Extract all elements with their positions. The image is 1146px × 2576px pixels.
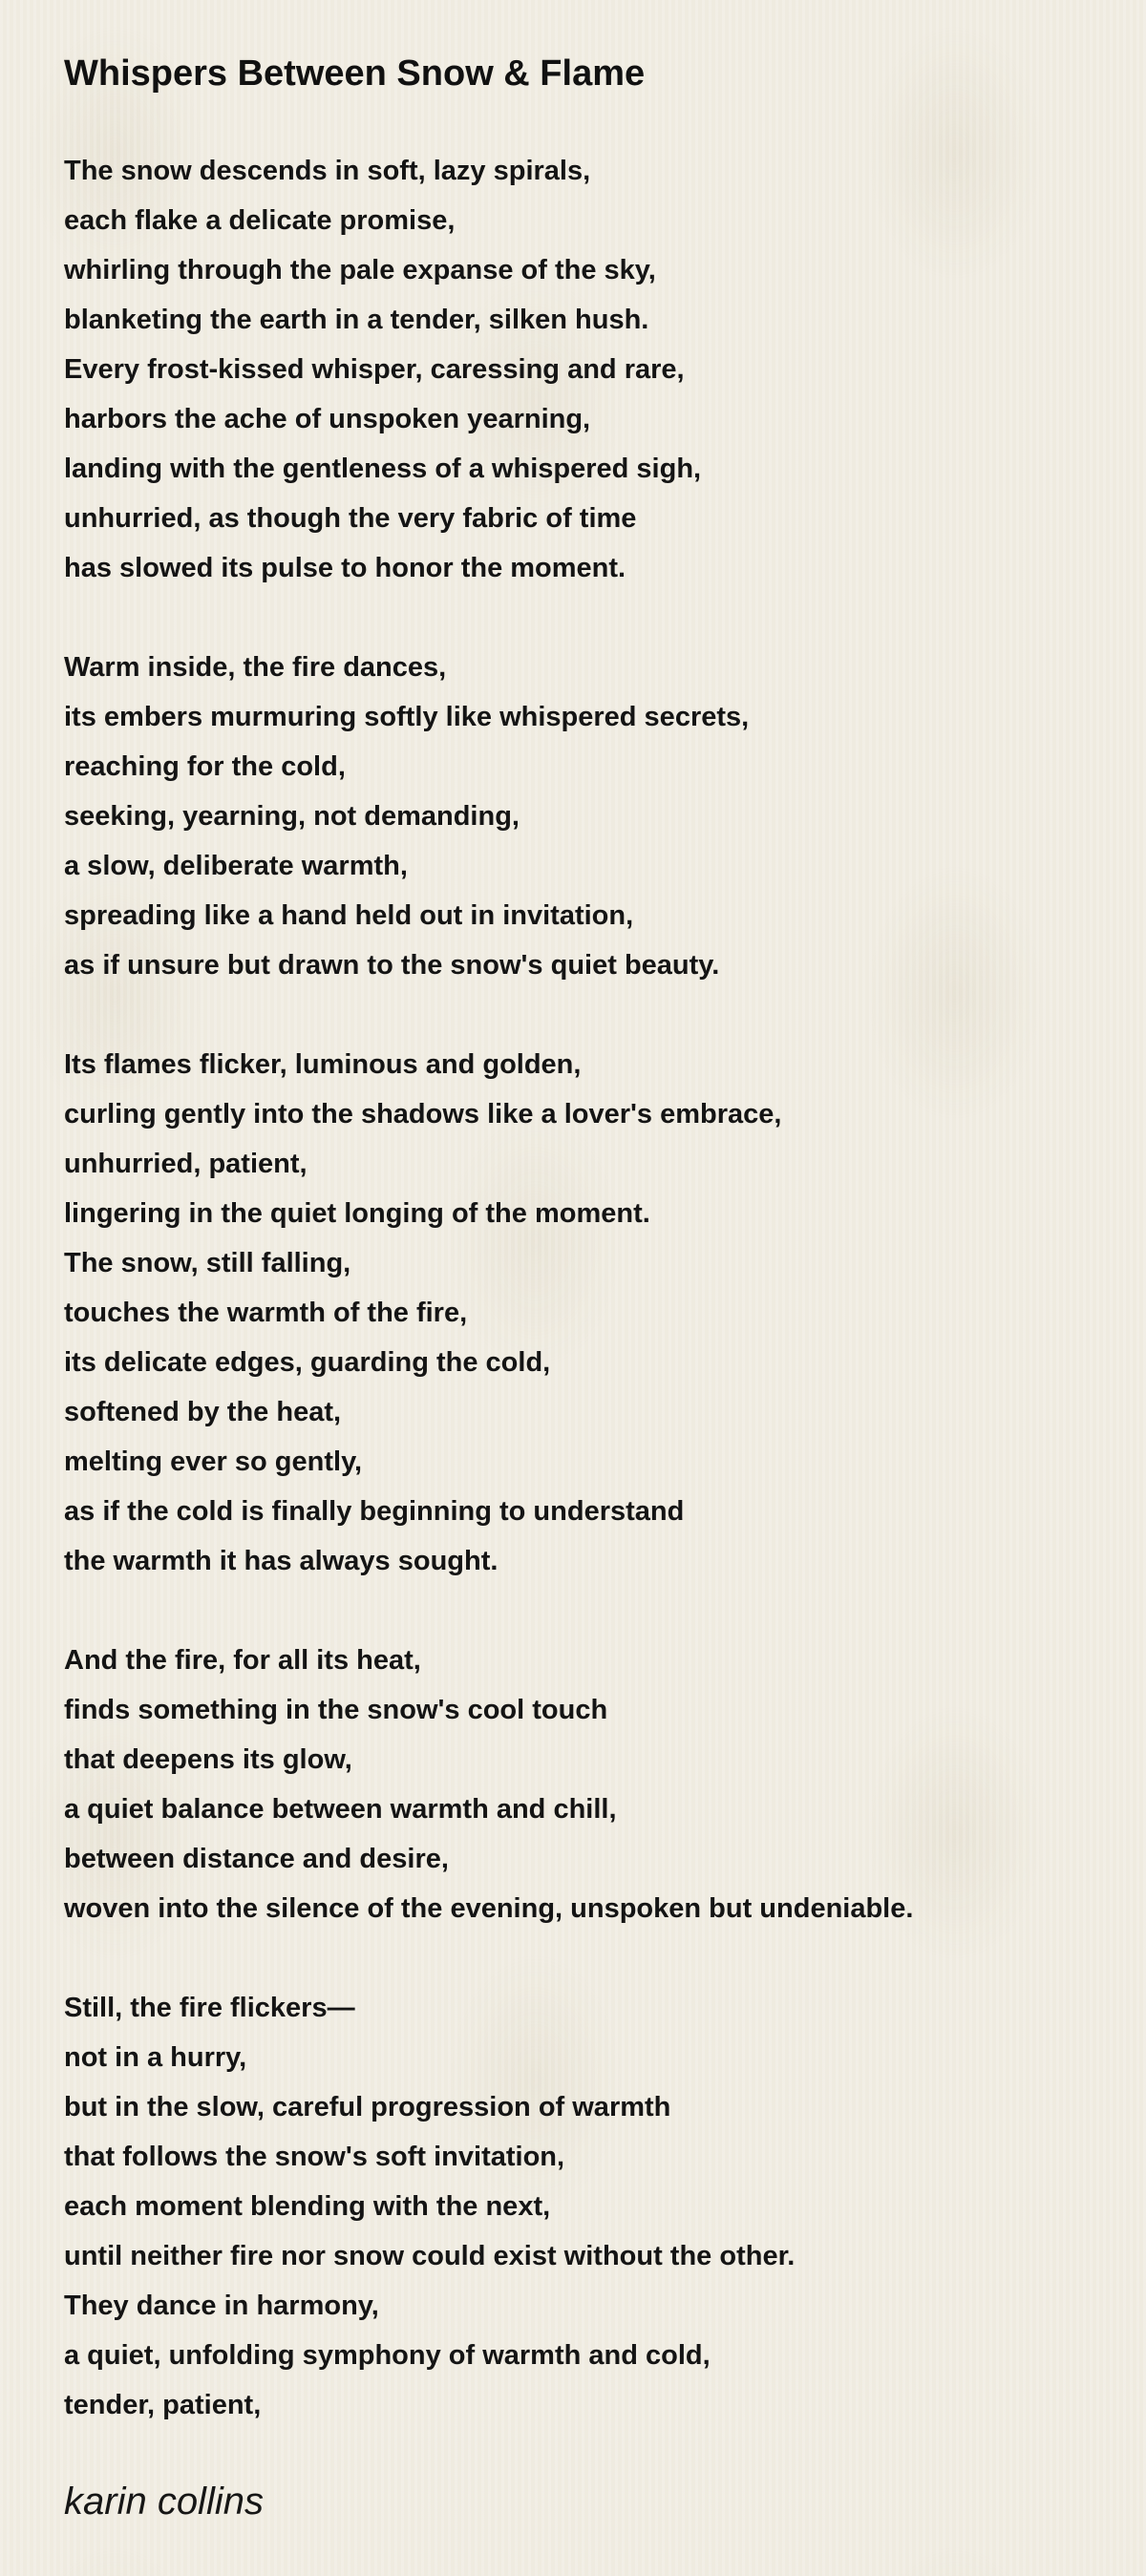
verse-line: finds something in the snow's cool touch	[64, 1695, 608, 1725]
verse-line: lingering in the quiet longing of the moment.	[64, 1198, 650, 1229]
verse-line: between distance and desire,	[64, 1844, 449, 1874]
verse-line: reaching for the cold,	[64, 751, 346, 782]
stanza-4	[64, 1636, 913, 1933]
verse-line: Still, the fire flickers—	[64, 1993, 355, 2023]
verse-line: a quiet balance between warmth and chill,	[64, 1794, 617, 1825]
verse-line: tender, patient,	[64, 2390, 262, 2420]
verse-line: its delicate edges, guarding the cold,	[64, 1347, 551, 1378]
verse-line: as if the cold is finally beginning to understand	[64, 1496, 685, 1527]
verse-line: landing with the gentleness of a whispered sigh,	[64, 454, 702, 484]
verse-line: unhurried, patient,	[64, 1149, 308, 1179]
verse-line: unhurried, as though the very fabric of time	[64, 503, 637, 534]
verse-line: curling gently into the shadows like a lover's embrace,	[64, 1099, 782, 1130]
verse-line: that follows the snow's soft invitation,	[64, 2142, 565, 2172]
poem-title: Whispers Between Snow & Flame	[64, 53, 646, 94]
author-signature: karin collins	[64, 2481, 264, 2523]
verse-line: has slowed its pulse to honor the moment.	[64, 553, 626, 583]
verse-line: seeking, yearning, not demanding,	[64, 801, 520, 832]
verse-line: melting ever so gently,	[64, 1446, 363, 1477]
verse-line: The snow descends in soft, lazy spirals,	[64, 156, 591, 186]
verse-line: a quiet, unfolding symphony of warmth and cold,	[64, 2340, 711, 2371]
verse-line: Every frost-kissed whisper, caressing and rare,	[64, 354, 685, 385]
verse-line: softened by the heat,	[64, 1397, 342, 1427]
verse-line: as if unsure but drawn to the snow's quiet beauty.	[64, 950, 720, 981]
poem-card	[64, 50, 1114, 2420]
verse-line: Warm inside, the fire dances,	[64, 652, 447, 683]
verse-line: touches the warmth of the fire,	[64, 1298, 468, 1328]
verse-line: but in the slow, careful progression of warmth	[64, 2092, 671, 2122]
verse-line: each flake a delicate promise,	[64, 205, 456, 236]
verse-line: the warmth it has always sought.	[64, 1546, 499, 1576]
verse-line: that deepens its glow,	[64, 1744, 352, 1775]
verse-line: not in a hurry,	[64, 2042, 247, 2073]
verse-line: blanketing the earth in a tender, silken hush.	[64, 305, 649, 335]
stanza-1	[64, 146, 913, 593]
verse-line: They dance in harmony,	[64, 2291, 379, 2321]
verse-line: Its flames flicker, luminous and golden,	[64, 1049, 582, 1080]
verse-line: And the fire, for all its heat,	[64, 1645, 421, 1676]
verse-line: until neither fire nor snow could exist without the other.	[64, 2241, 796, 2271]
stanza-3	[64, 1040, 913, 1586]
stanza-5	[64, 1983, 913, 2430]
verse-line: its embers murmuring softly like whispered secrets,	[64, 702, 750, 732]
verse-line: a slow, deliberate warmth,	[64, 851, 408, 881]
stanza-2	[64, 643, 913, 990]
verse-line: The snow, still falling,	[64, 1248, 351, 1278]
verse-line: whirling through the pale expanse of the sky,	[64, 255, 656, 285]
poem-body	[64, 146, 913, 2480]
verse-line: spreading like a hand held out in invitation,	[64, 900, 634, 931]
verse-line: woven into the silence of the evening, unspoken but undeniable.	[64, 1893, 914, 1924]
verse-line: each moment blending with the next,	[64, 2191, 551, 2222]
verse-line: harbors the ache of unspoken yearning,	[64, 404, 591, 434]
